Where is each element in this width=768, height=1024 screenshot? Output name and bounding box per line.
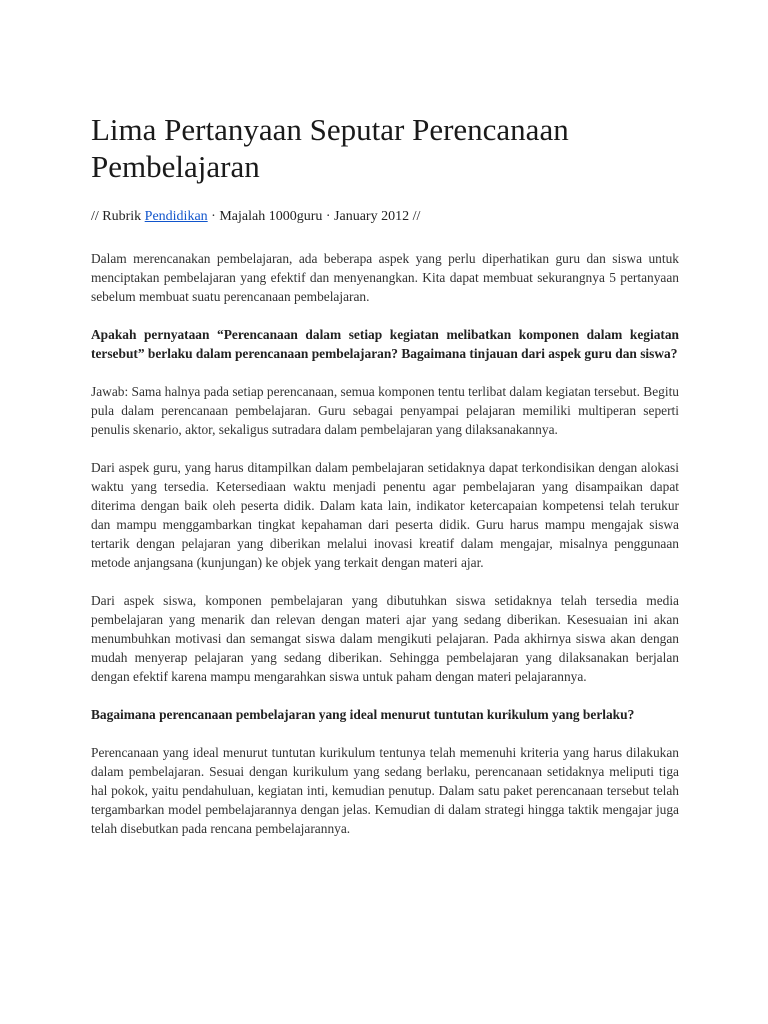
teacher-aspect-paragraph: Dari aspek guru, yang harus ditampilkan dalam pembelajaran setidaknya dapat terkondisikan dengan alokasi waktu yang tersedia. Ketersediaan waktu menjadi penentu agar pembelajaran yang disampaikan dapat diterima dengan baik oleh peserta didik. Dalam kata lain, indikator ketercapaian kompetensi telah terukur dan mampu menggambarkan tingkat kepahaman dari peserta didik. Guru harus mampu mengajak siswa tertarik dengan pelajaran yang diberikan melalui inovasi kreatif dalam mengajar, misalnya penggunaan metode anjangsana (kunjungan) ke objek yang terkait dengan materi ajar.	[91, 460, 679, 570]
question-2-heading: Bagaimana perencanaan pembelajaran yang ideal menurut tuntutan kurikulum yang berlaku?	[91, 707, 635, 722]
intro-paragraph: Dalam merencanakan pembelajaran, ada beberapa aspek yang perlu diperhatikan guru dan siswa untuk menciptakan pembelajaran yang efektif dan menyenangkan. Kita dapat membuat sekurangnya 5 pertanyaan sebelum membuat suatu perencanaan pembelajaran.	[91, 251, 679, 304]
article-title: Lima Pertanyaan Seputar Perencanaan Pembelajaran	[91, 112, 569, 184]
category-link[interactable]: Pendidikan	[144, 209, 208, 224]
article-byline	[91, 208, 679, 226]
answer-2-paragraph: Perencanaan yang ideal menurut tuntutan kurikulum tentunya telah memenuhi kriteria yang harus dilakukan dalam pembelajaran. Sesuai dengan kurikulum yang sedang berlaku, perencanaan setidaknya meliputi tiga hal pokok, yaitu pendahuluan, kegiatan inti, kemudian penutup. Dalam satu paket perencanaan tersebut telah tergambarkan model pembelajarannya dengan jelas. Kemudian di dalam strategi hingga taktik mengajar juga telah disebutkan pada rencana pembelajarannya.	[91, 745, 679, 836]
question-1-heading: Apakah pernyataan “Perencanaan dalam setiap kegiatan melibatkan komponen dalam kegiatan tersebut” berlaku dalam perencanaan pembelajaran? Bagaimana tinjauan dari aspek guru dan siswa?	[91, 327, 679, 361]
answer-1-paragraph: Jawab: Sama halnya pada setiap perencanaan, semua komponen tentu terlibat dalam kegiatan tersebut. Begitu pula dalam perencanaan pembelajaran. Guru sebagai penyampai pelajaran memiliki multiperan seperti penulis skenario, aktor, sekaligus sutradara dalam pembelajaran yang dilaksanakannya.	[91, 384, 679, 437]
student-aspect-paragraph: Dari aspek siswa, komponen pembelajaran yang dibutuhkan siswa setidaknya telah tersedia media pembelajaran yang menarik dan relevan dengan materi ajar yang sedang diberikan. Kesesuaian ini akan menumbuhkan motivasi dan semangat siswa dalam mengikuti pelajaran. Pada akhirnya siswa akan dengan mudah menyerap pelajaran yang sedang diberikan. Sehingga pembelajaran yang dilaksanakan berjalan dengan efektif karena mampu mengarahkan siswa untuk paham dengan materi pelajarannya.	[91, 593, 679, 684]
byline-suffix: · Majalah 1000guru · January 2012 //	[207, 209, 421, 224]
byline-prefix: // Rubrik	[91, 209, 145, 224]
